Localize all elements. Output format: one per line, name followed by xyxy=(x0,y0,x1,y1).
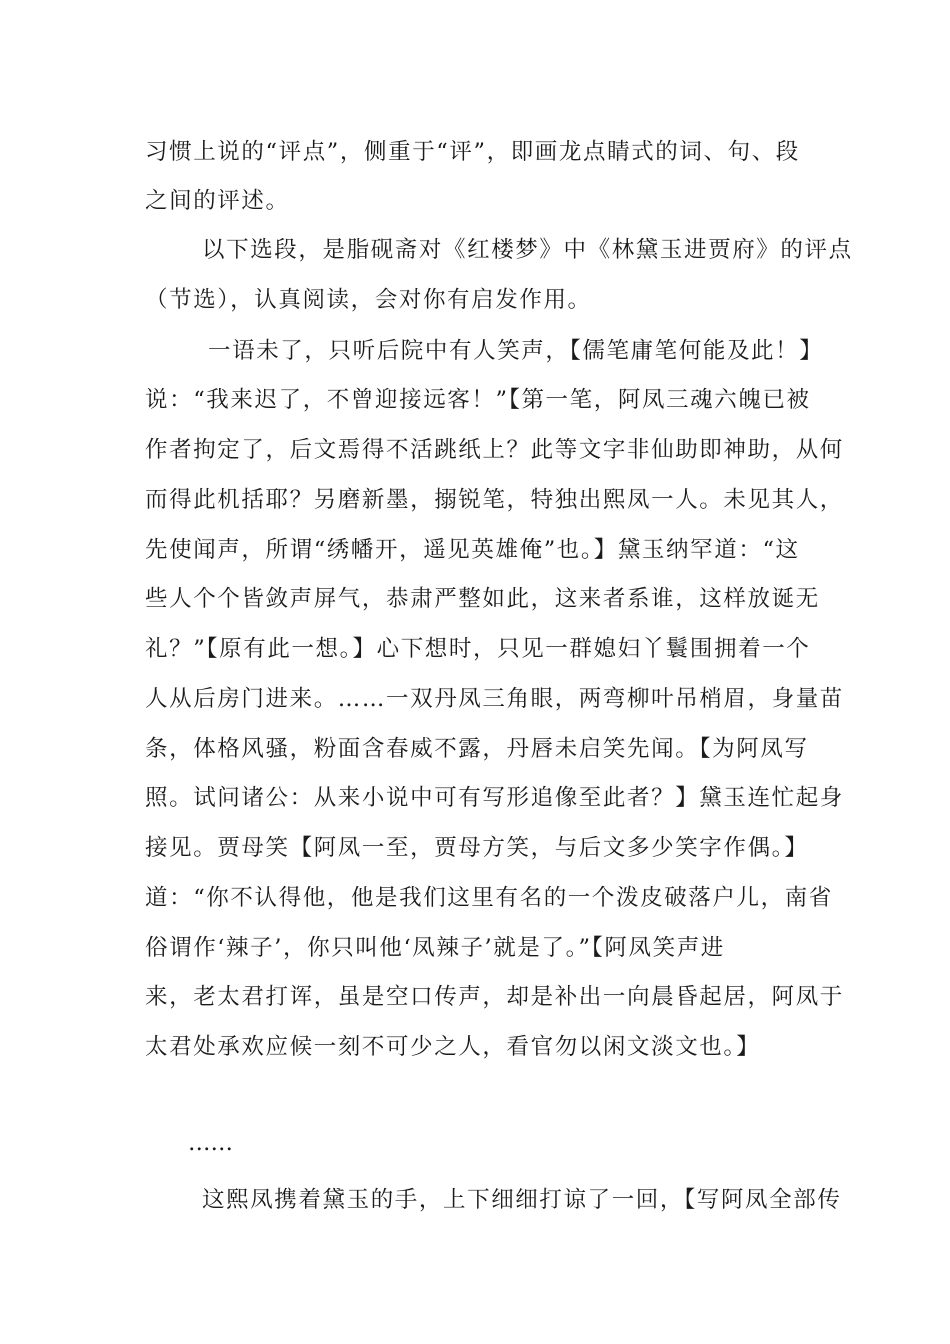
closing-line: 这熙凤携着黛玉的手，上下细细打谅了一回，【写阿凤全部传 xyxy=(202,1187,842,1213)
passage-line-14: 来，老太君打诨，虽是空口传声，却是补出一向晨昏起居，阿凤于 xyxy=(145,984,844,1010)
passage-line-2: 说：“我来迟了，不曾迎接远客！”【第一笔，阿凤三魂六魄已被 xyxy=(145,387,811,413)
lead-line-1: 以下选段，是脂砚斋对《红楼梦》中《林黛玉进贾府》的评点 xyxy=(202,237,853,263)
passage-line-9: 条，体格风骚，粉面含春威不露，丹唇未启笑先闻。【为阿凤写 xyxy=(145,736,809,762)
passage-line-3: 作者拘定了，后文焉得不活跳纸上？此等文字非仙助即神助，从何 xyxy=(145,437,844,463)
passage-line-8: 人从后房门进来。……一双丹凤三角眼，两弯柳叶吊梢眉，身量苗 xyxy=(145,686,844,712)
passage-line-13: 俗谓作‘辣子’，你只叫他‘凤辣子’就是了。”【阿凤笑声进 xyxy=(145,935,725,961)
passage-line-7: 礼？”【原有此一想。】心下想时，只见一群媳妇丫鬟围拥着一个 xyxy=(145,636,811,662)
passage-line-15: 太君处承欢应候一刻不可少之人，看官勿以闲文淡文也。】 xyxy=(145,1034,761,1060)
passage-line-5: 先使闻声，所谓“绣幡开，遥见英雄俺”也。】黛玉纳罕道：“这 xyxy=(145,537,800,563)
passage-line-11: 接见。贾母笑【阿凤一至，贾母方笑，与后文多少笑字作偶。】 xyxy=(145,835,809,861)
ellipsis: …… xyxy=(188,1130,233,1156)
lead-line-2: （节选），认真阅读，会对你有启发作用。 xyxy=(145,287,592,313)
passage-line-4: 而得此机括耶？另磨新墨，搦锐笔，特独出熙凤一人。未见其人， xyxy=(145,487,844,513)
passage-line-6: 些人个个皆敛声屏气，恭肃严整如此，这来者系谁，这样放诞无 xyxy=(145,586,820,612)
intro-line-1: 习惯上说的“评点”，侧重于“评”，即画龙点睛式的词、句、段 xyxy=(145,139,800,165)
passage-line-12: 道：“你不认得他，他是我们这里有名的一个泼皮破落户儿，南省 xyxy=(145,885,833,911)
intro-line-2: 之间的评述。 xyxy=(145,188,290,214)
passage-line-1: 一语未了，只听后院中有人笑声，【儒笔庸笔何能及此！】 xyxy=(208,338,824,364)
passage-line-10: 照。试问诸公：从来小说中可有写形追像至此者？】黛玉连忙起身 xyxy=(145,785,844,811)
